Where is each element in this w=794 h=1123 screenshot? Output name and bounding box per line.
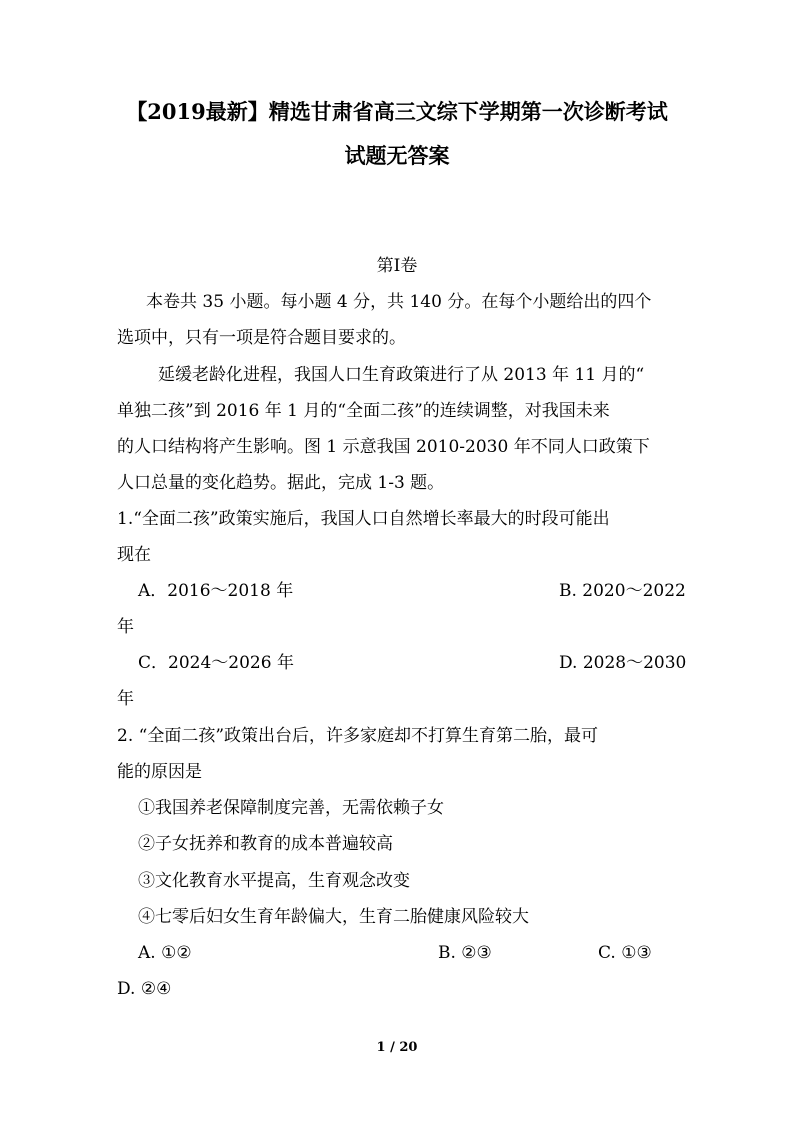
question-1-option-c: C．2024～2026 年 bbox=[138, 653, 294, 673]
question-1-option-a: A．2016～2018 年 bbox=[138, 581, 294, 601]
question-2-option-d: D. ②④ bbox=[117, 979, 172, 999]
question-2-option-b: B. ②③ bbox=[438, 943, 492, 963]
question-2-option-c: C. ①③ bbox=[598, 943, 652, 963]
question-1-option-b-continued: 年 bbox=[117, 617, 134, 637]
document-title-line-2: 试题无答案 bbox=[344, 143, 450, 168]
passage-line-2: 单独二孩”到 2016 年 1 月的“全面二孩”的连续调整，对我国未来 bbox=[117, 401, 610, 421]
question-1-stem-line-2: 现在 bbox=[117, 545, 151, 565]
question-1-option-b: B. 2020～2022 bbox=[559, 581, 686, 601]
page-number: 1 / 20 bbox=[376, 1040, 418, 1055]
question-2-statement-1: ①我国养老保障制度完善，无需依赖子女 bbox=[138, 798, 444, 818]
question-2-statement-4: ④七零后妇女生育年龄偏大，生育二胎健康风险较大 bbox=[138, 907, 529, 927]
question-1-stem-line-1: 1.“全面二孩”政策实施后，我国人口自然增长率最大的时段可能出 bbox=[117, 509, 610, 529]
question-2-statement-3: ③文化教育水平提高，生育观念改变 bbox=[138, 871, 410, 891]
section-heading: 第Ⅰ卷 bbox=[376, 256, 418, 276]
passage-line-1: 延缓老龄化进程，我国人口生育政策进行了从 2013 年 11 月的“ bbox=[158, 365, 645, 385]
passage-line-4: 人口总量的变化趋势。据此，完成 1-3 题。 bbox=[117, 473, 445, 493]
intro-line-2: 选项中，只有一项是符合题目要求的。 bbox=[117, 328, 406, 348]
question-2-stem-line-2: 能的原因是 bbox=[117, 762, 202, 782]
question-2-option-a: A. ①② bbox=[138, 943, 192, 963]
question-2-stem-line-1: 2. “全面二孩”政策出台后，许多家庭却不打算生育第二胎，最可 bbox=[117, 726, 599, 746]
intro-line-1: 本卷共 35 小题。每小题 4 分，共 140 分。在每个小题给出的四个 bbox=[146, 292, 652, 312]
question-1-option-d: D. 2028～2030 bbox=[559, 653, 687, 673]
document-title-line-1: 【2019最新】精选甘肃省高三文综下学期第一次诊断考试 bbox=[126, 99, 668, 124]
passage-line-3: 的人口结构将产生影响。图 1 示意我国 2010-2030 年不同人口政策下 bbox=[117, 437, 650, 457]
question-1-option-d-continued: 年 bbox=[117, 689, 134, 709]
question-2-statement-2: ②子女抚养和教育的成本普遍较高 bbox=[138, 834, 393, 854]
